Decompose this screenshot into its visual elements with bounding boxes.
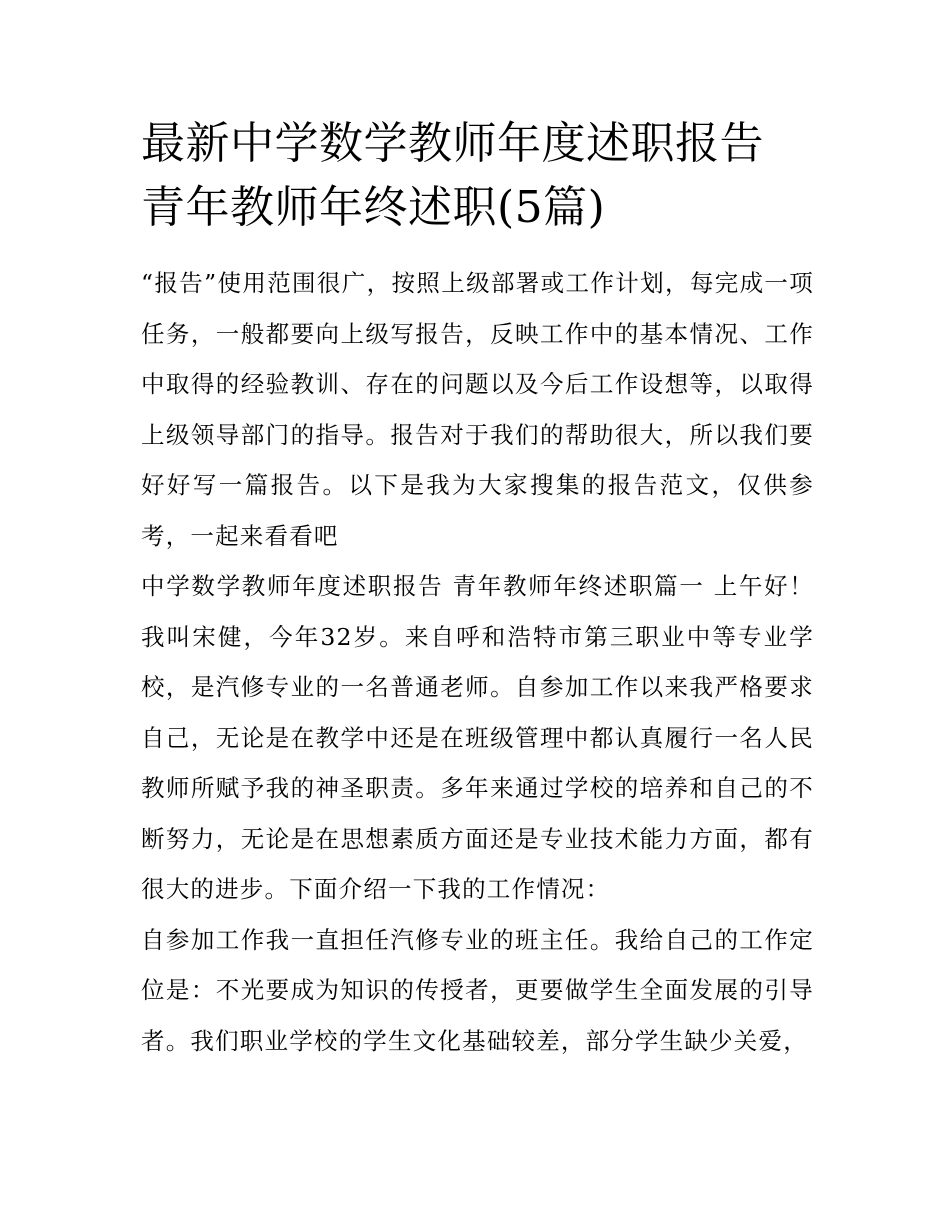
report-paragraph-2: 自参加工作我一直担任汽修专业的班主任。我给自己的工作定位是：不光要成为知识的传授者，更要做学生全面发展的引导者。我们职业学校的学生文化基础较差，部分学生缺少关爱，	[141, 925, 814, 1055]
intro-paragraph: “报告”使用范围很广，按照上级部署或工作计划，每完成一项任务，一般都要向上级写报告，反映工作中的基本情况、工作中取得的经验教训、存在的问题以及今后工作设想等，以取得上级领导部门的指导。报告对于我们的帮助很大，所以我们要好好写一篇报告。以下是我为大家搜集的报告范文，仅供参考，一起来看看吧	[141, 269, 814, 550]
document-title: 最新中学数学教师年度述职报告 青年教师年终述职(5篇)	[141, 118, 764, 233]
report-paragraph-1: 中学数学教师年度述职报告 青年教师年终述职篇一 上午好！我叫宋健，今年32岁。来自呼和浩特市第三职业中等专业学校，是汽修专业的一名普通老师。自参加工作以来我严格要求自己，无论是在教学中还是在班级管理中都认真履行一名人民教师所赋予我的神圣职责。多年来通过学校的培养和自己的不断努力，无论是在思想素质方面还是专业技术能力方面，都有很大的进步。下面介绍一下我的工作情况：	[141, 572, 814, 903]
